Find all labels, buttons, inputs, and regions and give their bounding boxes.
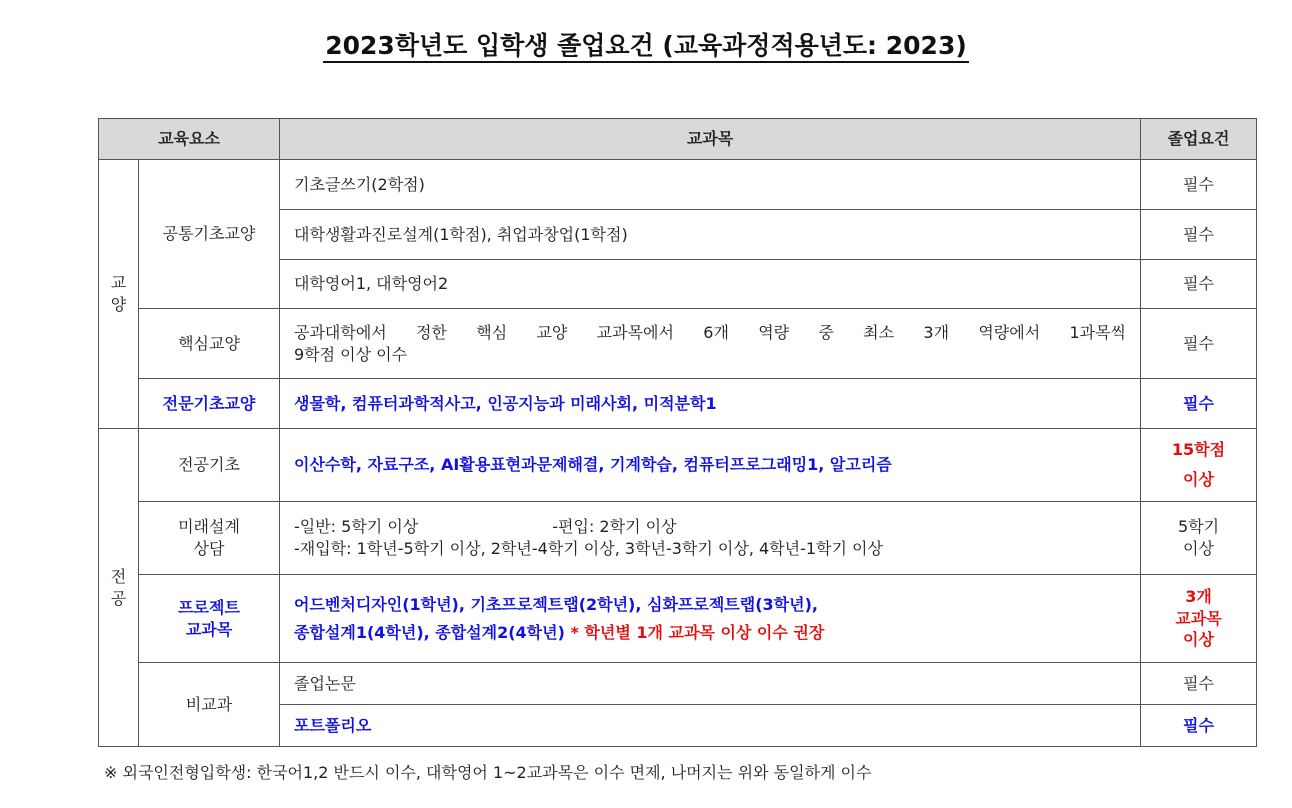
requirement-cell: 필수 (1141, 260, 1257, 309)
table-row (99, 160, 1257, 210)
category-extracurricular: 비교과 (139, 663, 280, 747)
header-row (99, 119, 1257, 160)
subject-cell: 이산수학, 자료구조, AI활용표현과문제해결, 기계학습, 컴퓨터프로그래밍1, 알고리즘 (280, 429, 1141, 502)
footnote: ※ 외국인전형입학생: 한국어1,2 반드시 이수, 대학영어 1~2교과목은 이수 면제, 나머지는 위와 동일하게 이수 (104, 763, 872, 782)
subject-cell: 졸업논문 (280, 663, 1141, 705)
requirement-cell: 3개 교과목 이상 (1141, 575, 1257, 663)
table-row (99, 575, 1257, 663)
graduation-requirements-table (98, 118, 1257, 747)
group-liberal: 교 양 (99, 160, 139, 429)
category-common-basic: 공통기초교양 (139, 160, 280, 309)
subject-cell: 공과대학에서 정한 핵심 교양 교과목에서 6개 역량 중 최소 3개 역량에서 1과목씩 9학점 이상 이수 (280, 309, 1141, 379)
category-major-basic-liberal: 전문기초교양 (139, 379, 280, 429)
category-core: 핵심교양 (139, 309, 280, 379)
subject-cell: 포트폴리오 (280, 705, 1141, 747)
subject-cell: 어드벤처디자인(1학년), 기초프로젝트랩(2학년), 심화프로젝트랩(3학년), 종합설계1(4학년), 종합설계2(4학년) * 학년별 1개 교과목 이상 이수 권장 (280, 575, 1141, 663)
requirement-cell: 필수 (1141, 160, 1257, 210)
requirement-cell: 필수 (1141, 379, 1257, 429)
category-project: 프로젝트 교과목 (139, 575, 280, 663)
table-row (99, 379, 1257, 429)
group-major: 전 공 (99, 429, 139, 747)
table-row (99, 309, 1257, 379)
table-row (99, 663, 1257, 705)
subject-cell: 대학생활과진로설계(1학점), 취업과창업(1학점) (280, 210, 1141, 260)
requirement-cell: 필수 (1141, 663, 1257, 705)
category-major-basic: 전공기초 (139, 429, 280, 502)
category-future-design: 미래설계 상담 (139, 502, 280, 575)
requirement-cell: 5학기 이상 (1141, 502, 1257, 575)
requirement-cell: 15학점 이상 (1141, 429, 1257, 502)
requirement-cell: 필수 (1141, 210, 1257, 260)
table-row (99, 502, 1257, 575)
header-requirement: 졸업요건 (1141, 119, 1257, 160)
table-row (99, 429, 1257, 502)
requirement-cell: 필수 (1141, 705, 1257, 747)
subject-cell: 생물학, 컴퓨터과학적사고, 인공지능과 미래사회, 미적분학1 (280, 379, 1141, 429)
header-element: 교육요소 (99, 119, 280, 160)
subject-cell: -일반: 5학기 이상 -편입: 2학기 이상 -재입학: 1학년-5학기 이상, 2학년-4학기 이상, 3학년-3학기 이상, 4학년-1학기 이상 (280, 502, 1141, 575)
header-subject: 교과목 (280, 119, 1141, 160)
subject-cell: 대학영어1, 대학영어2 (280, 260, 1141, 309)
requirement-cell: 필수 (1141, 309, 1257, 379)
subject-cell: 기초글쓰기(2학점) (280, 160, 1141, 210)
page-title: 2023학년도 입학생 졸업요건 (교육과정적용년도: 2023) (0, 26, 1292, 62)
